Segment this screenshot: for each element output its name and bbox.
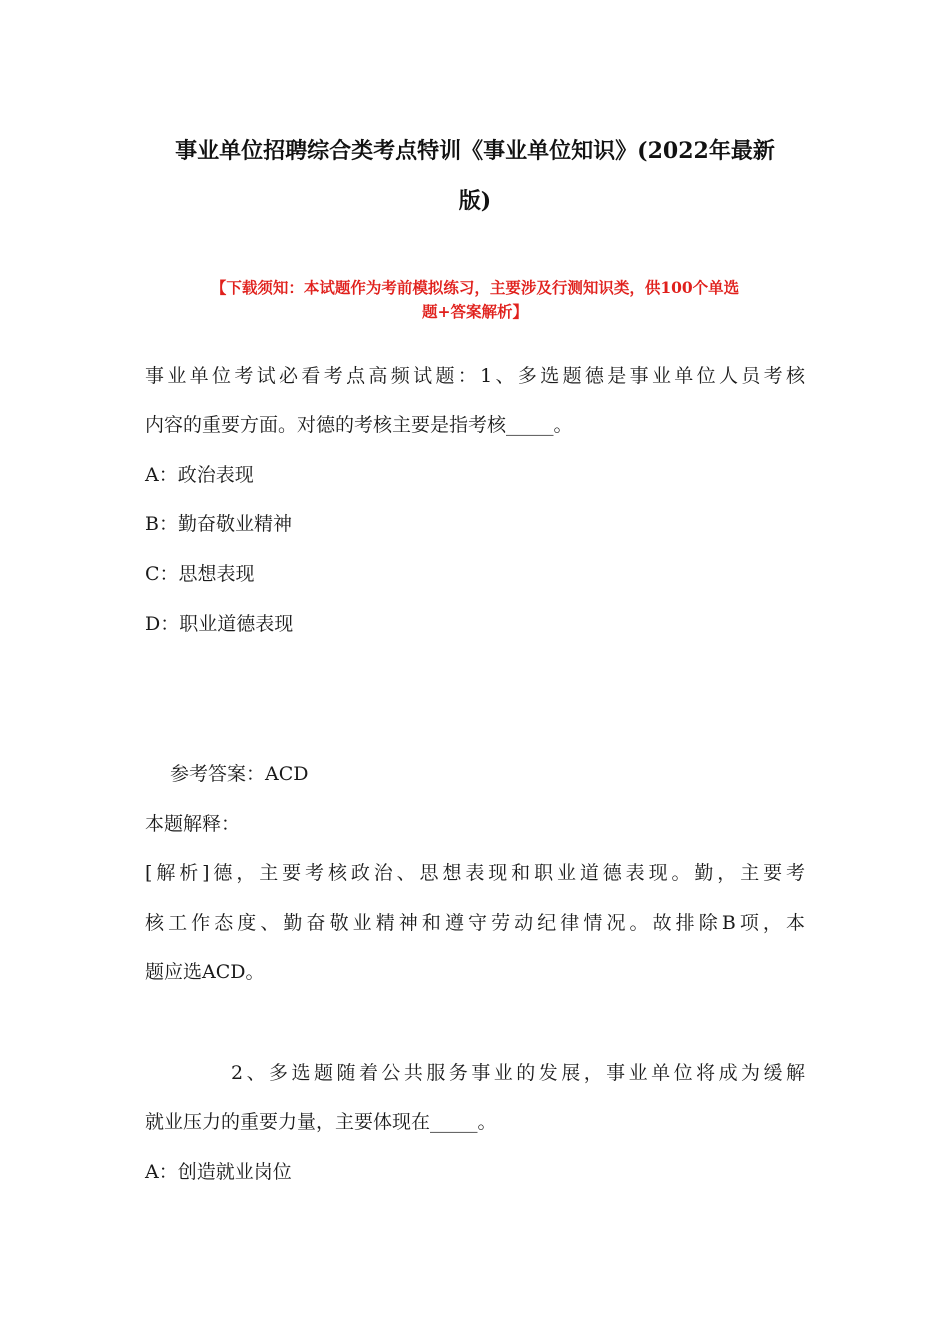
q1-explain-line-3: 题应选ACD。 (145, 961, 265, 983)
q1-option-c: C：思想表现 (145, 563, 255, 585)
q1-option-a: A：政治表现 (145, 464, 254, 486)
title-line-2: 版) (458, 188, 492, 214)
notice-line-1: 【下载须知：本试题作为考前模拟练习，主要涉及行测知识类，供100个单选 (210, 278, 740, 297)
title-line-1: 事业单位招聘综合类考点特训《事业单位知识》(2022年最新 (175, 138, 775, 164)
q1-option-d: D：职业道德表现 (145, 613, 294, 635)
q2-option-a: A：创造就业岗位 (145, 1161, 292, 1183)
q1-answer: 参考答案：ACD (170, 763, 309, 785)
q1-explain-line-2: 核工作态度、勤奋敬业精神和遵守劳动纪律情况。故排除B项，本 (145, 912, 805, 934)
q1-stem-line-2: 内容的重要方面。对德的考核主要是指考核_____。 (145, 414, 573, 436)
q2-stem-line-1: 2、多选题随着公共服务事业的发展，事业单位将成为缓解 (231, 1062, 805, 1084)
q1-explain-line-1: [解析]德，主要考核政治、思想表现和职业道德表现。勤，主要考 (145, 862, 805, 884)
q2-stem-line-2: 就业压力的重要力量，主要体现在_____。 (145, 1111, 497, 1133)
notice-line-2: 题+答案解析】 (422, 302, 528, 321)
download-notice (145, 276, 805, 324)
q1-option-b: B：勤奋敬业精神 (145, 513, 292, 535)
q1-stem-line-1: 事业单位考试必看考点高频试题：1、多选题德是事业单位人员考核 (145, 365, 805, 387)
document-title (145, 126, 805, 226)
q1-explain-label: 本题解释： (145, 813, 241, 835)
